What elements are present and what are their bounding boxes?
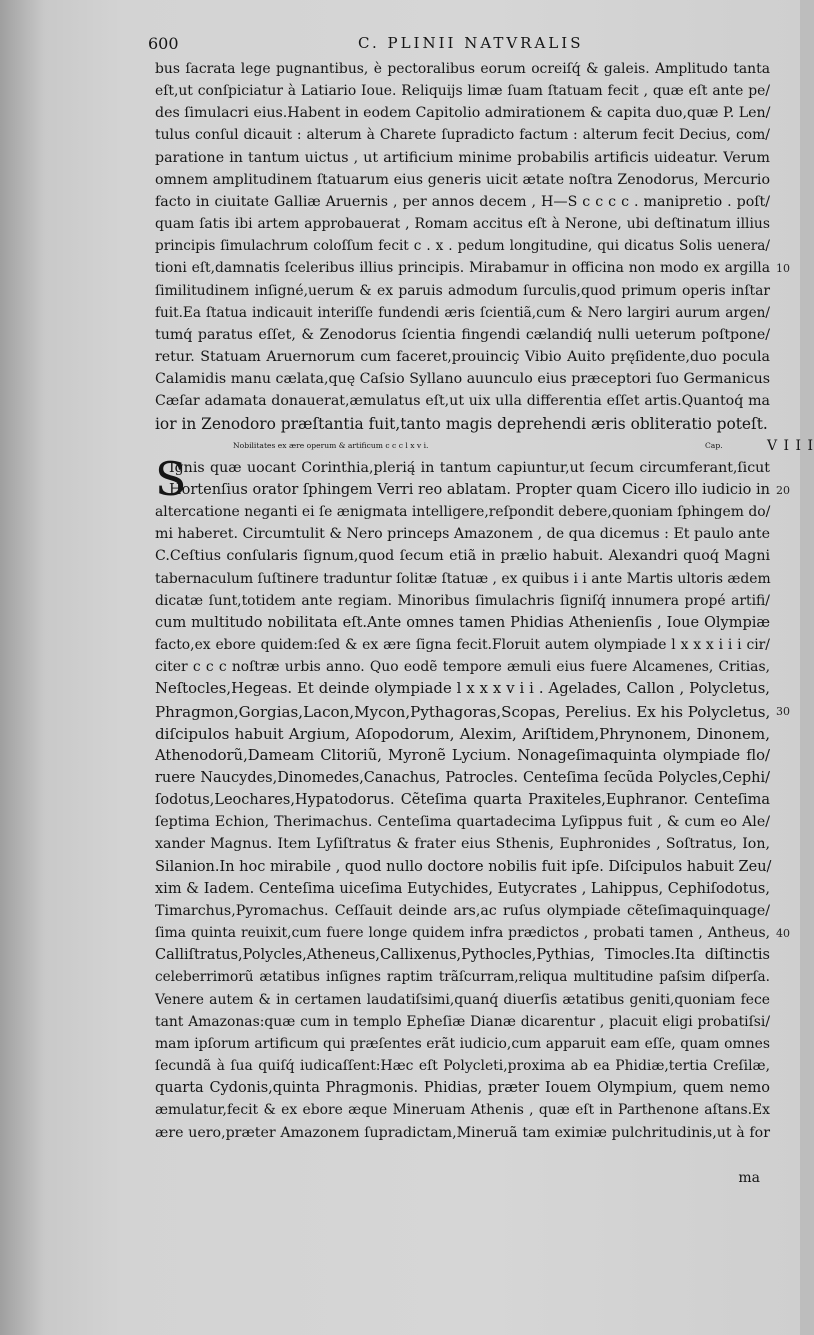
text-line: tabernaculum ſuſtinere traduntur ſolitæ ſtatuæ , ex quibus i i ante Martis ultoris ædem bbox=[155, 570, 771, 587]
drop-capital: S bbox=[155, 451, 187, 506]
text-block-after bbox=[155, 501, 770, 1144]
text-line: ruere Naucydes,Dinomedes,Canachus, Patrocles. Centeſima ſecũda Polycles,Cephi/ bbox=[155, 770, 770, 786]
text-line: mam ipſorum artificum qui præſentes erãt iudicio,cum apparuit eam eſſe, quam omnes bbox=[155, 1035, 770, 1052]
text-line: tulus conſul dicauit : alterum à Charete ſupradicto factum : alterum fecit Decius, com/ bbox=[155, 127, 770, 144]
text-line: Silanion.In hoc mirabile , quod nullo doctore nobilis fuit ipſe. Diſcipulos habuit Zeu/ bbox=[155, 858, 772, 875]
text-line: ære uero,præter Amazonem ſupradictam,Mineruã tam eximiæ pulchritudinis,ut à for bbox=[155, 1124, 770, 1141]
running-title: C. PLINII NATVRALIS bbox=[358, 34, 584, 52]
text-line: fuit.Ea ſtatua indicauit interiſſe fundendi æris ſcientiã,cum & Nero largiri aurum argen/ bbox=[155, 304, 770, 321]
text-line: ſodotus,Leochares,Hypatodorus. Cẽteſima quarta Praxiteles,Euphranor. Centeſima bbox=[155, 792, 770, 809]
text-line: Calamidis manu cælata,quę Caſsio Syllano auunculo eius præceptori ſuo Germanicus bbox=[155, 371, 770, 388]
text-line: ior in Zenodoro præſtantia fuit,tanto magis deprehendi æris obliteratio poteſt. bbox=[155, 414, 768, 433]
text-line: cum multitudo nobilitata eſt.Ante omnes tamen Phidias Athenienſis , Ioue Olympiæ bbox=[155, 614, 770, 631]
text-line: ſimilitudinem inſigné,uerum & ex paruis admodum ſurculis,quod primum operis inſtar bbox=[155, 282, 770, 299]
text-line: quarta Cydonis,quinta Phragmonis. Phidias, præter Iouem Olympium, quem nemo bbox=[155, 1080, 770, 1097]
text-line: diſcipulos habuit Argium, Aſopodorum, Alexim, Ariſtidem,Phrynonem, Dinonem, bbox=[155, 724, 770, 743]
text-line: xander Magnus. Item Lyſiſtratus & frater eius Sthenis, Euphronides , Soſtratus, Ion, bbox=[155, 836, 770, 853]
running-head bbox=[148, 34, 760, 58]
text-line: Athenodorũ,Dameam Clitoriũ, Myronẽ Lycium. Nonageſimaquinta olympiade flo/ bbox=[155, 746, 770, 764]
margin-line-number: 10 bbox=[776, 262, 790, 275]
page-number: 600 bbox=[148, 34, 179, 53]
text-line: paratione in tantum uictus , ut artificium minime probabilis artificis uideatur. Verum bbox=[155, 149, 770, 166]
text-line: xim & Iadem. Centeſima uiceſima Eutychides, Eutycrates , Lahippus, Cephiſodotus, bbox=[155, 880, 770, 897]
text-line: quam ſatis ibi artem approbauerat , Romam accitus eſt à Nerone, ubi deſtinatum illius bbox=[155, 216, 770, 233]
margin-line-number: 30 bbox=[776, 705, 790, 718]
text-line: Cæſar adamata donauerat,æmulatus eſt,ut uix ulla differentia eſſet artis.Quantoq́ ma bbox=[155, 393, 770, 410]
section-heading bbox=[155, 435, 814, 457]
text-line: Ignis quæ uocant Corinthia,plerią́ in tantum capiuntur,ut ſecum circumferant,ſicut bbox=[169, 459, 770, 476]
text-line: retur. Statuam Aruernorum cum faceret,prouinciç Vibio Auito pręſidente,duo pocula bbox=[155, 349, 770, 366]
text-line: facto in ciuitate Galliæ Aruernis , per annos decem , H—S c c c c . manipretio . poſt/ bbox=[155, 193, 770, 210]
text-line: ſima quinta reuixit,cum fuere longe quidem infra prædictos , probati tamen , Antheus, bbox=[155, 925, 770, 942]
text-line: omnem amplitudinem ſtatuarum eius generis uicit ætate noſtra Zenodorus, Mercurio bbox=[155, 171, 770, 188]
text-line: tumq́ paratus eſſet, & Zenodorus ſcientia fingendi cælandiq́ nulli ueterum poſtpone/ bbox=[155, 326, 770, 343]
text-line: tant Amazonas:quæ cum in templo Epheſiæ Dianæ dicarentur , placuit eligi probatiſsi/ bbox=[155, 1013, 770, 1030]
text-line: Neſtocles,Hegeas. Et deinde olympiade l x x x v i i . Agelades, Callon , Polycletus, bbox=[155, 680, 770, 698]
text-line: ſecundã à ſua quiſq́ iudicaſſent:Hæc eſt Polycleti,proxima ab ea Phidiæ,tertia Creſilæ, bbox=[155, 1058, 770, 1075]
text-line: celeberrimorũ ætatibus inſignes raptim trãſcurram,reliqua multitudine paſsim diſperſa. bbox=[155, 969, 770, 986]
text-line: Phragmon,Gorgias,Lacon,Mycon,Pythagoras,Scopas, Perelius. Ex his Polycletus, bbox=[155, 702, 771, 721]
chapter-label: Cap. bbox=[705, 440, 723, 450]
text-line: Calliſtratus,Polycles,Atheneus,Callixenus,Pythocles,Pythias, Timocles.Ita diſtinctis bbox=[155, 947, 770, 964]
catchword: ma bbox=[738, 1170, 760, 1186]
margin-line-number: 40 bbox=[776, 927, 790, 940]
text-line: eſt,ut conſpiciatur à Latiario Ioue. Reliquijs limæ ſuam ſtatuam fecit , quæ eſt ante pe/ bbox=[155, 83, 770, 100]
text-line: Hortenſius orator ſphingem Verri reo ablatam. Propter quam Cicero illo iudicio in bbox=[169, 481, 770, 498]
text-line: C.Ceſtius conſularis ſignum,quod ſecum etiã in prælio habuit. Alexandri quoq́ Magni bbox=[155, 548, 770, 565]
margin-line-number: 20 bbox=[776, 484, 790, 497]
text-line: ſeptima Echion, Therimachus. Centeſima quartadecima Lyſippus fuit , & cum eo Ale/ bbox=[155, 814, 770, 831]
dropcap-block bbox=[155, 451, 770, 506]
text-block-before bbox=[155, 58, 770, 435]
text-line: Timarchus,Pyromachus. Ceſſauit deinde ars,ac ruſus olympiade cẽteſimaquinquage/ bbox=[155, 902, 770, 919]
chapter-number: V I I I bbox=[767, 437, 814, 454]
text-line: des ſimulacri eius.Habent in eodem Capitolio admirationem & capita duo,quæ P. Len/ bbox=[155, 105, 771, 122]
text-line: facto,ex ebore quidem:ſed & ex ære ſigna fecit.Floruit autem olympiade l x x x i i i cir/ bbox=[155, 637, 770, 654]
section-heading-text: Nobilitates ex ære operum & artificum c c c l x v i. bbox=[233, 440, 429, 450]
text-line: tioni eſt,damnatis ſceleribus illius principis. Mirabamur in officina non modo ex argilla bbox=[155, 260, 770, 277]
text-line: mi haberet. Circumtulit & Nero princeps Amazonem , de qua dicemus : Et paulo ante bbox=[155, 526, 770, 543]
text-line: dicatæ ſunt,totidem ante regiam. Minoribus ſimulachris ſigniſq́ innumera propé artifi/ bbox=[155, 592, 770, 609]
text-line: Venere autem & in certamen laudatiſsimi,quanq́ diuerſis ætatibus geniti,quoniam fece bbox=[155, 991, 770, 1008]
text-line: bus ſacrata lege pugnantibus, è pectoralibus eorum ocreiſq́ & galeis. Amplitudo tanta bbox=[155, 61, 770, 77]
text-line: citer c c c noſtræ urbis anno. Quo eodẽ tempore æmuli eius fuere Alcamenes, Critias, bbox=[155, 659, 770, 676]
text-line: principis ſimulachrum coloſſum fecit c . x . pedum longitudine, qui dicatus Solis uenera/ bbox=[155, 238, 770, 255]
text-line: æmulatur,fecit & ex ebore æque Mineruam Athenis , quæ eſt in Parthenone aſtans.Ex bbox=[155, 1102, 770, 1119]
text-line: altercatione neganti ei ſe ænigmata intelligere,reſpondit debere,quoniam ſphingem do/ bbox=[155, 504, 771, 521]
